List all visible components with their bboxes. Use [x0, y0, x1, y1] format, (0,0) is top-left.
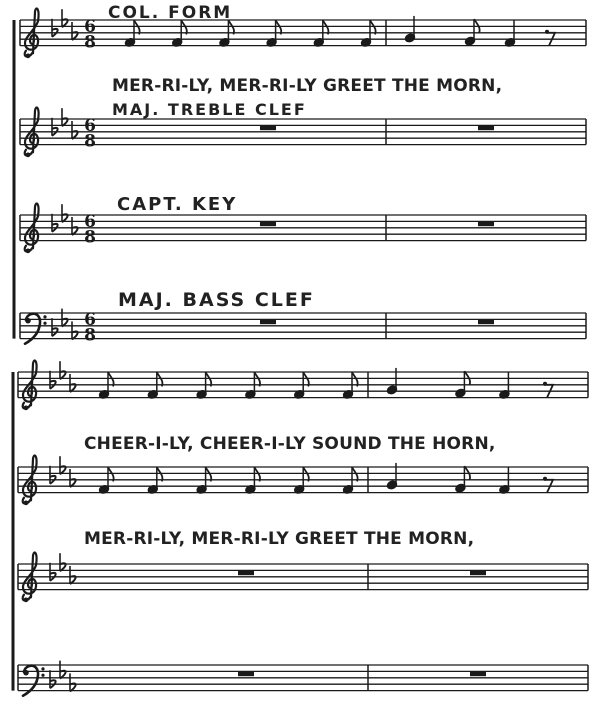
time-signature-top: 6 — [84, 115, 96, 136]
eighth-note — [370, 20, 376, 41]
time-signature-bottom: 8 — [84, 227, 96, 248]
flat-icon — [72, 22, 78, 40]
eighth-note — [276, 20, 282, 41]
whole-rest — [478, 221, 494, 226]
eighth-note — [108, 467, 114, 488]
flat-icon — [62, 309, 68, 327]
flat-icon — [70, 673, 76, 691]
clef-dot — [24, 405, 29, 410]
flat-icon — [52, 318, 58, 336]
rest-dot — [543, 477, 547, 481]
staff-label: MAJ. BASS CLEF — [118, 289, 315, 311]
eighth-note — [206, 467, 212, 488]
eighth-rest — [543, 477, 553, 493]
note-head — [386, 385, 397, 395]
whole-rest — [470, 671, 486, 676]
clef-dot — [24, 597, 29, 602]
flat-icon — [72, 321, 78, 339]
whole-rest — [260, 221, 276, 226]
eighth-note — [464, 466, 470, 487]
flat-icon — [62, 9, 68, 27]
note-head — [464, 36, 475, 46]
whole-rest — [478, 319, 494, 324]
whole-rest — [238, 671, 254, 676]
rest-dot — [543, 382, 547, 386]
whole-rest — [470, 570, 486, 575]
clef-dot — [43, 322, 46, 325]
staff-1-1 — [20, 20, 586, 46]
flat-icon — [52, 118, 58, 136]
flat-icon — [50, 670, 56, 688]
flat-icon — [70, 374, 76, 392]
flat-icon — [50, 371, 56, 389]
flat-icon — [72, 121, 78, 139]
eighth-note — [464, 371, 470, 392]
staff-2-3 — [18, 564, 588, 590]
flat-icon — [70, 469, 76, 487]
clef-dot — [25, 318, 31, 324]
time-signature-bottom: 8 — [84, 131, 96, 152]
eighth-note — [157, 372, 163, 393]
time-signature-top: 6 — [84, 211, 96, 232]
eighth-note — [181, 20, 187, 41]
lyrics-line: MER-RI-LY, MER-RI-LY GREET THE MORN, — [84, 529, 475, 549]
eighth-note — [206, 372, 212, 393]
eighth-rest — [545, 30, 555, 46]
time-signature-top: 6 — [84, 309, 96, 330]
eighth-note — [254, 372, 260, 393]
note-head — [386, 480, 397, 490]
flat-icon — [62, 108, 68, 126]
flat-icon — [62, 204, 68, 222]
clef-dot — [23, 670, 29, 676]
eighth-note — [323, 20, 329, 41]
time-signature-bottom: 8 — [84, 325, 96, 346]
note-head — [455, 388, 466, 398]
time-signature-top: 6 — [84, 16, 96, 37]
clef-dot — [26, 53, 31, 58]
eighth-note — [352, 372, 358, 393]
flat-icon — [52, 214, 58, 232]
eighth-note — [303, 467, 309, 488]
clef-dot — [24, 500, 29, 505]
whole-rest — [260, 125, 276, 130]
lyrics-line: MER-RI-LY, MER-RI-LY GREET THE MORN, — [112, 76, 503, 96]
whole-rest — [238, 570, 254, 575]
flat-icon — [60, 361, 66, 379]
staff-1-4 — [20, 313, 586, 339]
clef-dot — [26, 152, 31, 157]
flat-icon — [70, 566, 76, 584]
eighth-note — [254, 467, 260, 488]
staff-1-3 — [20, 215, 586, 241]
eighth-note — [303, 372, 309, 393]
clef-dot — [43, 315, 46, 318]
clef-dot — [41, 674, 44, 677]
flat-icon — [50, 563, 56, 581]
staff-1-2 — [20, 119, 586, 145]
eighth-rest — [543, 382, 553, 398]
flat-icon — [60, 456, 66, 474]
whole-rest — [478, 125, 494, 130]
whole-rest — [260, 319, 276, 324]
staff-label: COL. FORM — [108, 3, 233, 23]
flat-icon — [52, 19, 58, 37]
clef-dot — [41, 667, 44, 670]
flat-icon — [72, 217, 78, 235]
flat-icon — [60, 553, 66, 571]
clef-dot — [26, 248, 31, 253]
eighth-note — [352, 467, 358, 488]
flat-icon — [50, 466, 56, 484]
eighth-note — [134, 20, 140, 41]
note-head — [455, 483, 466, 493]
rest-dot — [545, 30, 549, 34]
eighth-note — [108, 372, 114, 393]
time-signature-bottom: 8 — [84, 32, 96, 53]
staff-2-4 — [18, 665, 588, 691]
lyrics-line: CHEER-I-LY, CHEER-I-LY SOUND THE HORN, — [84, 434, 496, 454]
eighth-note — [228, 20, 234, 41]
eighth-note — [157, 467, 163, 488]
staff-label: MAJ. TREBLE CLEF — [112, 100, 307, 119]
staff-label: CAPT. KEY — [117, 194, 238, 215]
flat-icon — [60, 661, 66, 679]
eighth-note — [474, 19, 480, 40]
note-head — [404, 33, 415, 43]
